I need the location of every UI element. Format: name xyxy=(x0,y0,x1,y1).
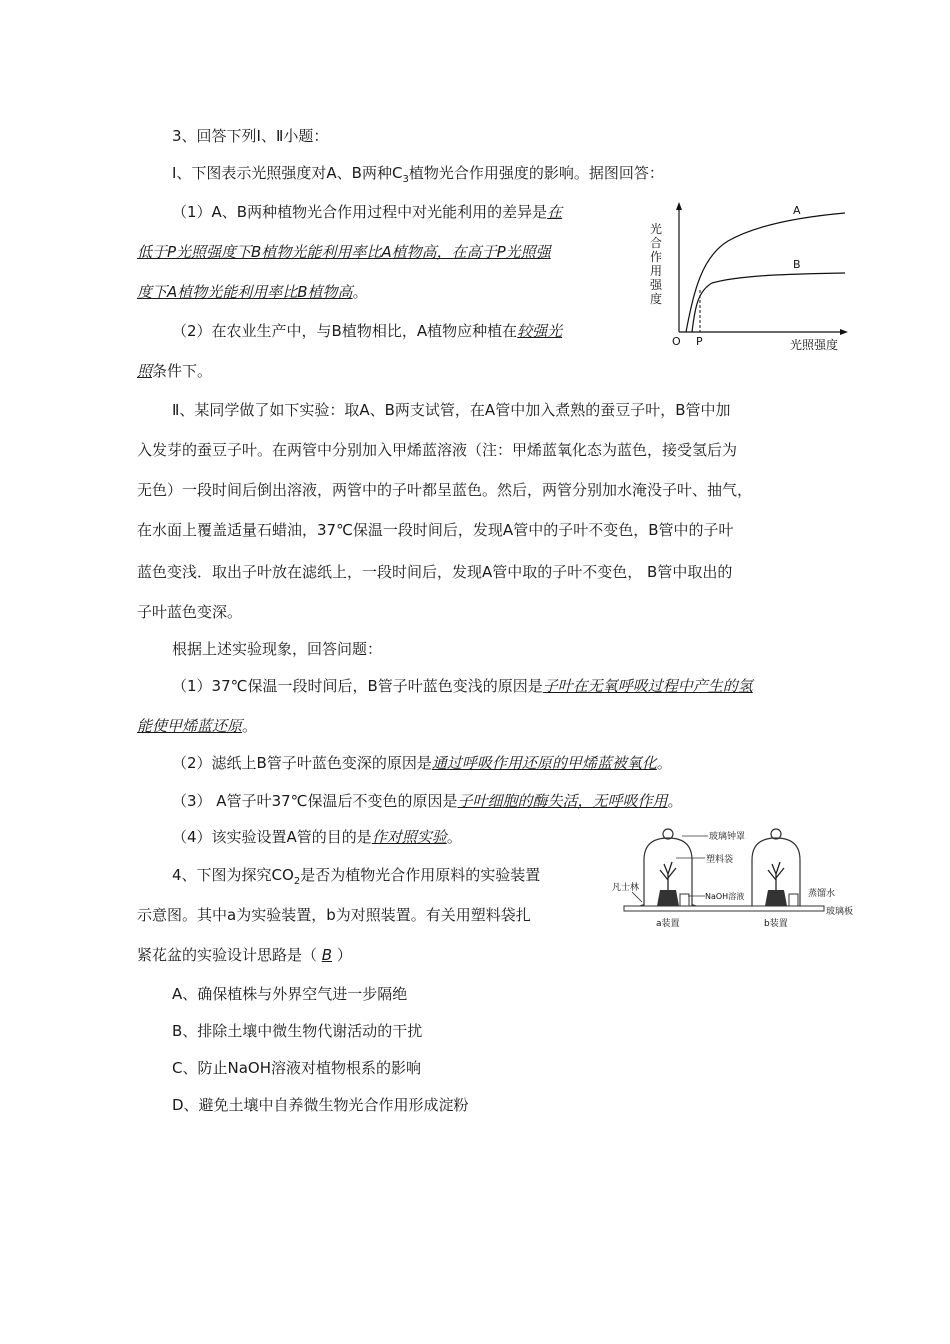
q3-a4-end: 。 xyxy=(446,828,462,846)
label-a-apparatus: a装置 xyxy=(656,919,680,929)
q3-part2-a3 xyxy=(172,790,683,812)
chart-ylabel-5: 强 xyxy=(650,278,663,292)
q3-a4-answer: 作对照实验 xyxy=(371,828,447,846)
q3-a3-end: 。 xyxy=(667,792,683,810)
q3-a2-end: 。 xyxy=(656,754,672,772)
q3-a3-answer: 子叶细胞的酶失活，无呼吸作用 xyxy=(457,792,668,810)
q3-a1-end: 。 xyxy=(242,717,258,735)
q4-line1-sub: 2 xyxy=(293,876,301,887)
q3-part2-a1-line2 xyxy=(137,715,257,737)
q3-a1-answer-1: 子叶在无氧呼吸过程中产生的氢 xyxy=(542,677,753,695)
q3-q2-answer-1: 较强光 xyxy=(517,322,563,340)
chart-x-arrow xyxy=(840,329,848,335)
q3-q1-end: 。 xyxy=(352,283,368,301)
q4-line1 xyxy=(172,864,540,893)
q4-answer: B xyxy=(321,946,333,964)
naoh-beaker xyxy=(680,894,689,906)
leader-vaseline xyxy=(632,892,642,902)
q3-q1-line2 xyxy=(137,241,551,263)
q3-a2-prefix: （2）滤纸上B管子叶蓝色变深的原因是 xyxy=(172,754,432,772)
chart-xlabel: 光照强度 xyxy=(790,338,839,352)
label-naoh: NaOH溶液 xyxy=(705,892,745,901)
label-plastic-bag: 塑料袋 xyxy=(706,855,734,865)
q3-q1-answer-3: 度下A植物光能利用率比B植物高 xyxy=(137,283,353,301)
glass-plate xyxy=(624,906,824,911)
q3-part2-a2 xyxy=(172,752,672,774)
q3-part1-intro xyxy=(172,162,664,191)
label-bell-jar: 玻璃钟罩 xyxy=(709,832,746,842)
q3-q2-line2 xyxy=(137,360,212,382)
q3-q1-line1 xyxy=(172,201,562,223)
chart-ylabel-6: 度 xyxy=(650,292,663,306)
q3-q1-prefix: （1）A、B两种植物光合作用过程中对光能利用的差异是 xyxy=(172,203,548,221)
photosynthesis-chart xyxy=(650,195,855,355)
q3-q1-answer-2: 低于P光照强度下B植物光能利用率比A植物高，在高于P光照强 xyxy=(137,243,551,261)
q3-part2-lead: 根据上述实验现象，回答问题： xyxy=(172,640,383,658)
q4-option-b: B、排除土壤中微生物代谢活动的干扰 xyxy=(172,1022,423,1040)
q3-a1-answer-2: 能使甲烯蓝还原 xyxy=(137,717,243,735)
q4-line3-suffix: ） xyxy=(332,946,352,964)
q4-option-a: A、确保植株与外界空气进一步隔绝 xyxy=(172,985,408,1003)
q3-intro-a: Ⅰ、下图表示光照强度对A、B两种C xyxy=(172,164,403,182)
q3-part2-line-3: 无色）一段时间后倒出溶液，两管中的子叶都呈蓝色。然后，两管分别加水淹没子叶、抽气， xyxy=(137,481,753,499)
chart-curve-a xyxy=(686,213,845,332)
chart-ylabel-2: 合 xyxy=(650,236,663,250)
q4-option-d: D、避免土壤中自养微生物光合作用形成淀粉 xyxy=(172,1096,469,1114)
q4-line2: 示意图。其中a为实验装置，b为对照装置。有关用塑料袋扎 xyxy=(137,906,531,924)
q3-intro-sub: 3 xyxy=(402,174,409,185)
plant-b-icon xyxy=(768,862,784,890)
q3-q1-answer-1: 在 xyxy=(547,203,563,221)
chart-y-arrow xyxy=(676,202,682,210)
chart-ylabel-4: 用 xyxy=(650,264,663,278)
label-water: 蒸馏水 xyxy=(808,889,836,899)
q3-q2-prefix: （2）在农业生产中，与B植物相比，A植物应种植在 xyxy=(172,322,518,340)
q3-q1-line3 xyxy=(137,281,368,303)
q4-line3-prefix: 紧花盆的实验设计思路是（ xyxy=(137,946,322,964)
q3-intro-b: 植物光合作用强度的影响。据图回答： xyxy=(408,164,664,182)
q3-part2-line-1: Ⅱ、某同学做了如下实验：取A、B两支试管，在A管中加入煮熟的蚕豆子叶，B管中加 xyxy=(172,401,731,419)
apparatus-figure xyxy=(612,826,862,930)
q4-line1-a: 4、下图为探究CO xyxy=(172,866,294,884)
chart-ylabel-1: 光 xyxy=(650,222,663,236)
chart-origin-label: O xyxy=(672,335,681,348)
q3-a2-answer: 通过呼吸作用还原的甲烯蓝被氧化 xyxy=(431,754,657,772)
label-b-apparatus: b装置 xyxy=(764,919,788,929)
q3-part2-line-2: 入发芽的蚕豆子叶。在两管中分别加入甲烯蓝溶液（注：甲烯蓝氧化态为蓝色，接受氢后为 xyxy=(137,441,738,459)
q3-part2-a4 xyxy=(172,826,462,848)
q4-option-c: C、防止NaOH溶液对植物根系的影响 xyxy=(172,1059,421,1077)
q3-part2-line-5: 蓝色变浅．取出子叶放在滤纸上，一段时间后，发现A管中取的子叶不变色， B管中取出的 xyxy=(137,563,733,581)
pot-b xyxy=(765,890,787,906)
chart-series-a-label: A xyxy=(793,204,801,217)
q3-a3-prefix: （3） A管子叶37℃保温后不变色的原因是 xyxy=(172,792,458,810)
q4-line3 xyxy=(137,944,352,966)
q3-q2-line1 xyxy=(172,320,562,342)
q4-line1-b: 是否为植物光合作用原料的实验装置 xyxy=(300,866,541,884)
q3-q2-answer-2: 照 xyxy=(137,362,153,380)
q3-title: 3、回答下列Ⅰ、Ⅱ小题： xyxy=(172,127,329,145)
q3-q2-suffix: 条件下。 xyxy=(152,362,213,380)
chart-p-label: P xyxy=(696,335,703,348)
water-beaker xyxy=(789,894,798,906)
q3-part2-line-4: 在水面上覆盖适量石蜡油，37℃保温一段时间后，发现A管中的子叶不变色，B管中的子叶 xyxy=(137,521,734,539)
pot-a xyxy=(657,890,679,906)
q3-a1-prefix: （1）37℃保温一段时间后，B管子叶蓝色变浅的原因是 xyxy=(172,677,543,695)
chart-curve-b xyxy=(692,273,845,332)
label-glass-plate: 玻璃板 xyxy=(826,907,854,917)
q3-part2-line-6: 子叶蓝色变深。 xyxy=(137,603,243,621)
q3-part2-a1-line1 xyxy=(172,675,753,697)
q3-a4-prefix: （4）该实验设置A管的目的是 xyxy=(172,828,372,846)
chart-ylabel-3: 作 xyxy=(650,250,663,264)
chart-series-b-label: B xyxy=(793,258,801,271)
label-vaseline: 凡士林 xyxy=(612,883,640,893)
plant-a-icon xyxy=(660,862,676,890)
